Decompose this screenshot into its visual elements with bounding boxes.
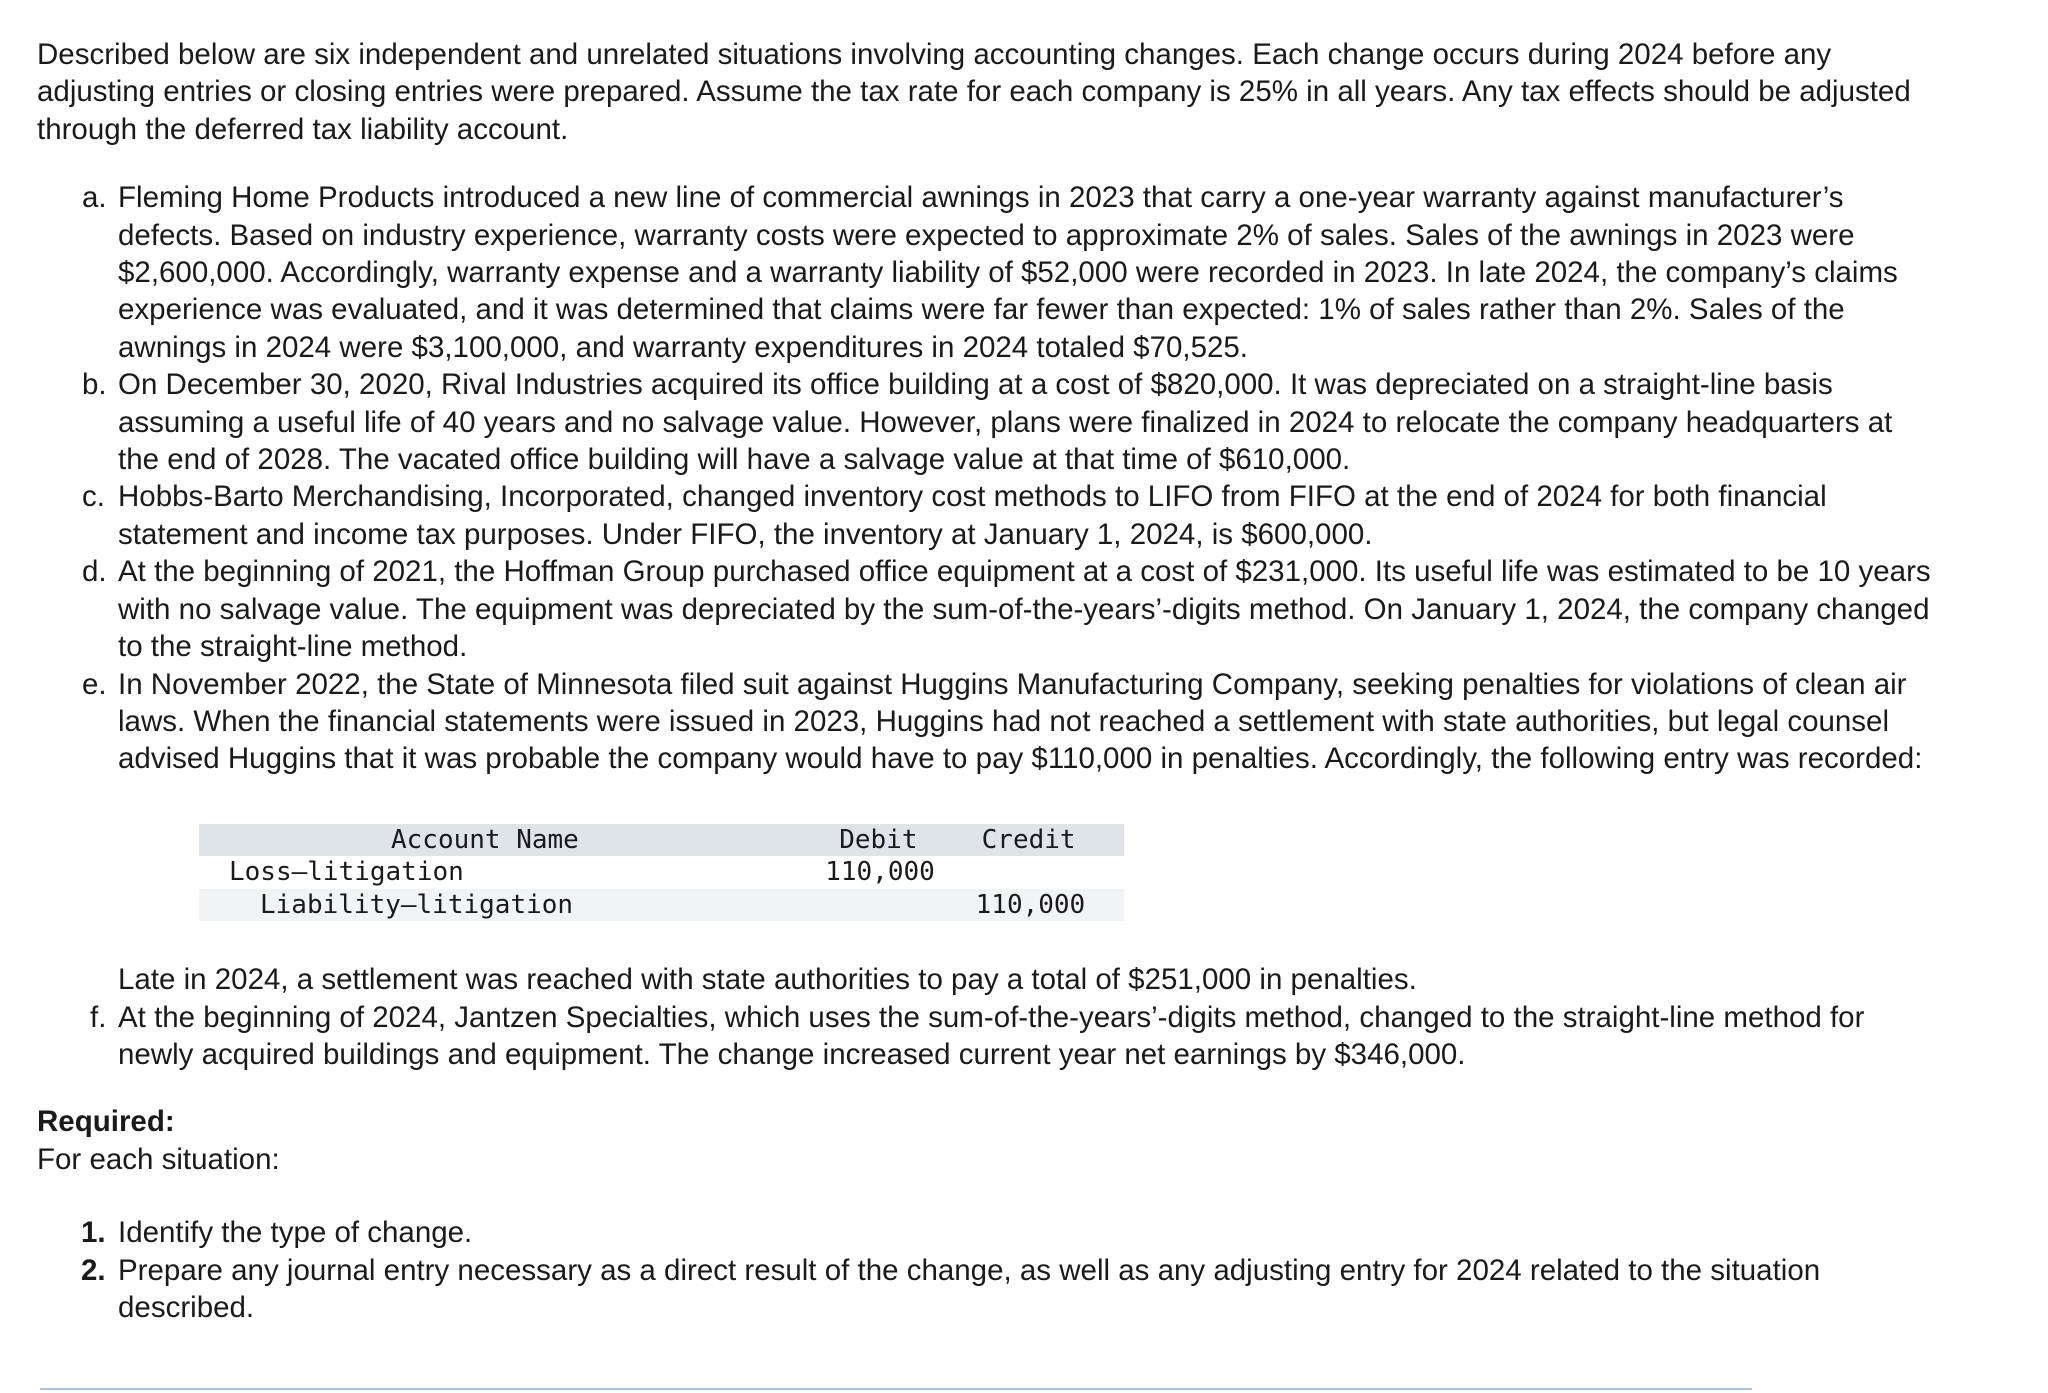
situation-letter: d. (82, 555, 107, 589)
situation-d (37, 553, 1937, 665)
situation-text: On December 30, 2020, Rival Industries acquired its office building at a cost of $820,000. It was depreciated on a straight-line basis assuming a useful life of 40 years and no salvage value. However, plans were finalized in 2024 to relocate the company headquarters at the end of 2028. The vacated office building will have a salvage value at that time of $610,000. (118, 368, 1893, 477)
situation-a (37, 179, 1937, 366)
required-section (37, 1103, 1937, 1326)
situation-list (37, 179, 1937, 1073)
situation-text: Hobbs-Barto Merchandising, Incorporated, changed inventory cost methods to LIFO from FIFO at the end of 2024 for both financial statement and income tax purposes. Under FIFO, the inventory at January 1, 2024, is $600,000. (118, 480, 1827, 551)
situation-letter: f. (90, 1000, 107, 1034)
required-heading: Required: (37, 1105, 175, 1139)
situation-text: At the beginning of 2021, the Hoffman Group purchased office equipment at a cost of $231,000. Its useful life was estimated to be 10 years with no salvage value. The equipment was depreciated by the sum-of-the-years’-digits method. On January 1, 2024, the company changed to the straight-line method. (118, 555, 1931, 664)
credit-header: Credit (981, 824, 1076, 855)
situation-c (37, 478, 1937, 553)
problem-document (37, 36, 1937, 1326)
required-item-1 (37, 1214, 1937, 1251)
required-text: Prepare any journal entry necessary as a direct result of the change, as well as any adjusting entry for 2024 related to the situation described. (118, 1253, 1821, 1325)
situation-text: At the beginning of 2024, Jantzen Specialties, which uses the sum-of-the-years’-digits method, changed to the straight-line method for newly acquired buildings and equipment. The change increased current year net earnings by $346,000. (118, 1000, 1865, 1072)
section-divider (40, 1388, 1752, 1390)
required-item-2 (37, 1252, 1937, 1327)
situation-letter: e. (82, 667, 107, 701)
situation-letter: a. (82, 181, 107, 215)
situation-letter: b. (82, 368, 107, 402)
journal-debit-cell (825, 889, 963, 922)
settlement-text: Late in 2024, a settlement was reached with state authorities to pay a total of $251,000 in penalties. (118, 963, 1417, 997)
situation-letter: c. (82, 480, 105, 514)
situation-f (37, 999, 1937, 1074)
journal-row (199, 889, 1124, 922)
required-number: 2. (81, 1253, 106, 1287)
account-name-header: Account Name (391, 824, 579, 855)
journal-account-cell: Loss—litigation (229, 857, 464, 888)
required-list (37, 1214, 1937, 1326)
journal-account-cell: Liability—litigation (260, 889, 574, 920)
situation-text: In November 2022, the State of Minnesota filed suit against Huggins Manufacturing Company, seeking penalties for violations of clean air laws. When the financial statements were issued in 2023, Huggins had not reached a settlement with state authorities, but legal counsel advised Huggins that it was probable the company would have to pay $110,000 in penalties. Accordingly, the following entry was recorded: (118, 667, 1923, 776)
journal-debit-cell: 110,000 (825, 857, 935, 888)
journal-credit-cell (964, 856, 1124, 889)
required-text: Identify the type of change. (118, 1216, 473, 1250)
required-subheading: For each situation: (37, 1142, 280, 1176)
journal-header-row (199, 824, 1124, 857)
journal-credit-cell: 110,000 (975, 889, 1086, 920)
situation-e (37, 666, 1937, 999)
journal-entry-table (199, 824, 1124, 922)
journal-row (199, 856, 1124, 889)
debit-header: Debit (839, 824, 918, 855)
situation-text: Fleming Home Products introduced a new line of commercial awnings in 2023 that carry a one-year warranty against manufacturer’s defects. Based on industry experience, warranty costs were expected to approximate 2% of sales. Sales of the awnings in 2023 were $2,600,000. Accordingly, warranty expense and a warranty liability of $52,000 were recorded in 2023. In late 2024, the company’s claims experience was evaluated, and it was determined that claims were far fewer than expected: 1% of sales rather than 2%. Sales of the awnings in 2024 were $3,100,000, and warranty expenditures in 2024 totaled $70,525. (118, 181, 1898, 364)
required-number: 1. (81, 1216, 106, 1250)
situation-b (37, 366, 1937, 478)
intro-paragraph: Described below are six independent and unrelated situations involving accounting changes. Each change occurs during 2024 before any adjusting entries or closing entries were prepared. Assume the tax rate for each company is 25% in all years. Any tax effects should be adjusted through the deferred tax liability account. (37, 38, 1911, 146)
